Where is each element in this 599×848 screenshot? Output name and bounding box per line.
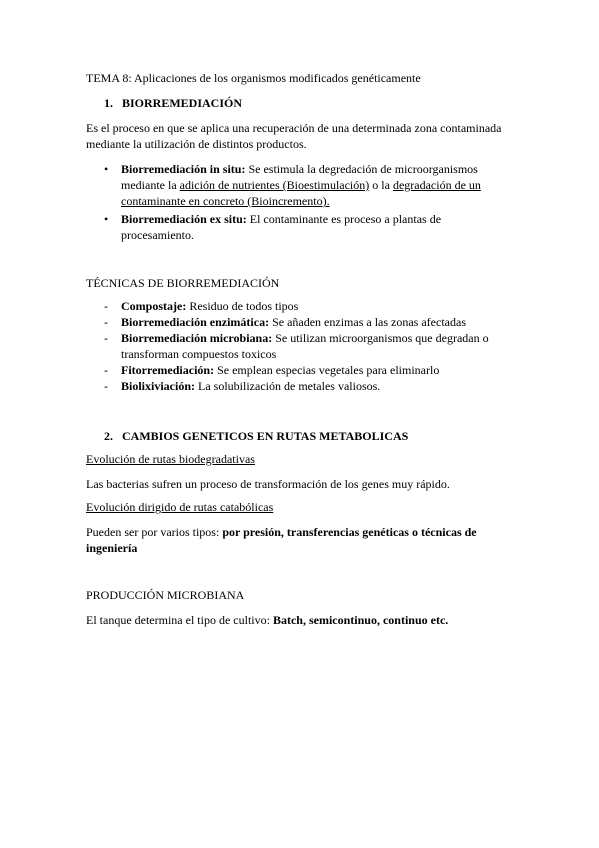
subheading-evolucion-rutas: Evolución de rutas biodegradativas: [86, 452, 255, 466]
paragraph-evolucion-dirigido: [86, 524, 516, 556]
bullet-underlined-text: adición de nutrientes (Bioestimulación): [179, 178, 370, 192]
list-item-term: Biorremediación enzimática:: [121, 315, 270, 329]
document-title: TEMA 8: Aplicaciones de los organismos modificados genéticamente: [86, 71, 421, 85]
bullet-text: Se estimula la degredación de microorganismos mediante la: [121, 162, 478, 192]
subheading-evolucion-dirigido: Evolución dirigido de rutas catabólicas: [86, 500, 274, 514]
paragraph-text: Pueden ser por varios tipos:: [86, 525, 223, 539]
list-item-term: Fitorremediación:: [121, 363, 215, 377]
list-item-term: Biorremediación microbiana:: [121, 331, 273, 345]
dash-icon: -: [104, 299, 108, 313]
dash-icon: -: [104, 331, 108, 345]
produccion-paragraph: [86, 612, 516, 628]
list-item-text: Se añaden enzimas a las zonas afectadas: [269, 315, 466, 329]
paragraph-evolucion-rutas: Las bacterias sufren un proceso de transformación de los genes muy rápido.: [86, 477, 450, 491]
list-item-text: Se utilizan microorganismos que degradan o transforman compuestos toxicos: [121, 331, 489, 361]
bullet-term: Biorremediación ex situ:: [121, 212, 247, 226]
produccion-heading: PRODUCCIÓN MICROBIANA: [86, 588, 245, 602]
list-item: [104, 378, 516, 394]
section-2-title: CAMBIOS GENETICOS EN RUTAS METABOLICAS: [122, 429, 409, 443]
list-item-text: Se emplean especias vegetales para eliminarlo: [214, 363, 440, 377]
list-item: [104, 330, 516, 362]
dash-icon: -: [104, 379, 108, 393]
bullet-text: o la: [369, 178, 393, 192]
section-1-heading: [104, 95, 242, 111]
list-item-term: Biolixiviación:: [121, 379, 196, 393]
tecnicas-heading: TÉCNICAS DE BIORREMEDIACIÓN: [86, 276, 280, 290]
section-1-number: 1.: [104, 96, 113, 110]
list-item: [104, 298, 516, 314]
bullet-text: El contaminante es proceso a plantas de procesamiento.: [121, 212, 442, 242]
paragraph-bold-text: por presión, transferencias genéticas o técnicas de ingeniería: [86, 525, 477, 555]
section-1-bullet-list: [104, 161, 516, 245]
section-1-title: BIORREMEDIACIÓN: [122, 96, 243, 110]
list-item-text: La solubilización de metales valiosos.: [195, 379, 381, 393]
dash-icon: -: [104, 315, 108, 329]
section-2-heading: [104, 428, 408, 444]
section-1-intro: Es el proceso en que se aplica una recuperación de una determinada zona contaminada mediante la utilización de distintos productos.: [86, 121, 502, 151]
bullet-underlined-text: degradación de un contaminante en concreto (Bioincremento).: [121, 178, 481, 208]
paragraph-text: El tanque determina el tipo de cultivo:: [86, 613, 273, 627]
bullet-item-in-situ: [104, 161, 516, 209]
dash-icon: -: [104, 363, 108, 377]
section-2-number: 2.: [104, 429, 113, 443]
list-item-term: Compostaje:: [121, 299, 187, 313]
bullet-dot-icon: •: [104, 162, 109, 176]
list-item: [104, 314, 516, 330]
bullet-dot-icon: •: [104, 212, 109, 226]
bullet-item-ex-situ: [104, 211, 516, 243]
tecnicas-list: [104, 298, 516, 394]
list-item-text: Residuo de todos tipos: [186, 299, 299, 313]
bullet-term: Biorremediación in situ:: [121, 162, 246, 176]
paragraph-bold-text: Batch, semicontinuo, continuo etc.: [272, 613, 449, 627]
list-item: [104, 362, 516, 378]
